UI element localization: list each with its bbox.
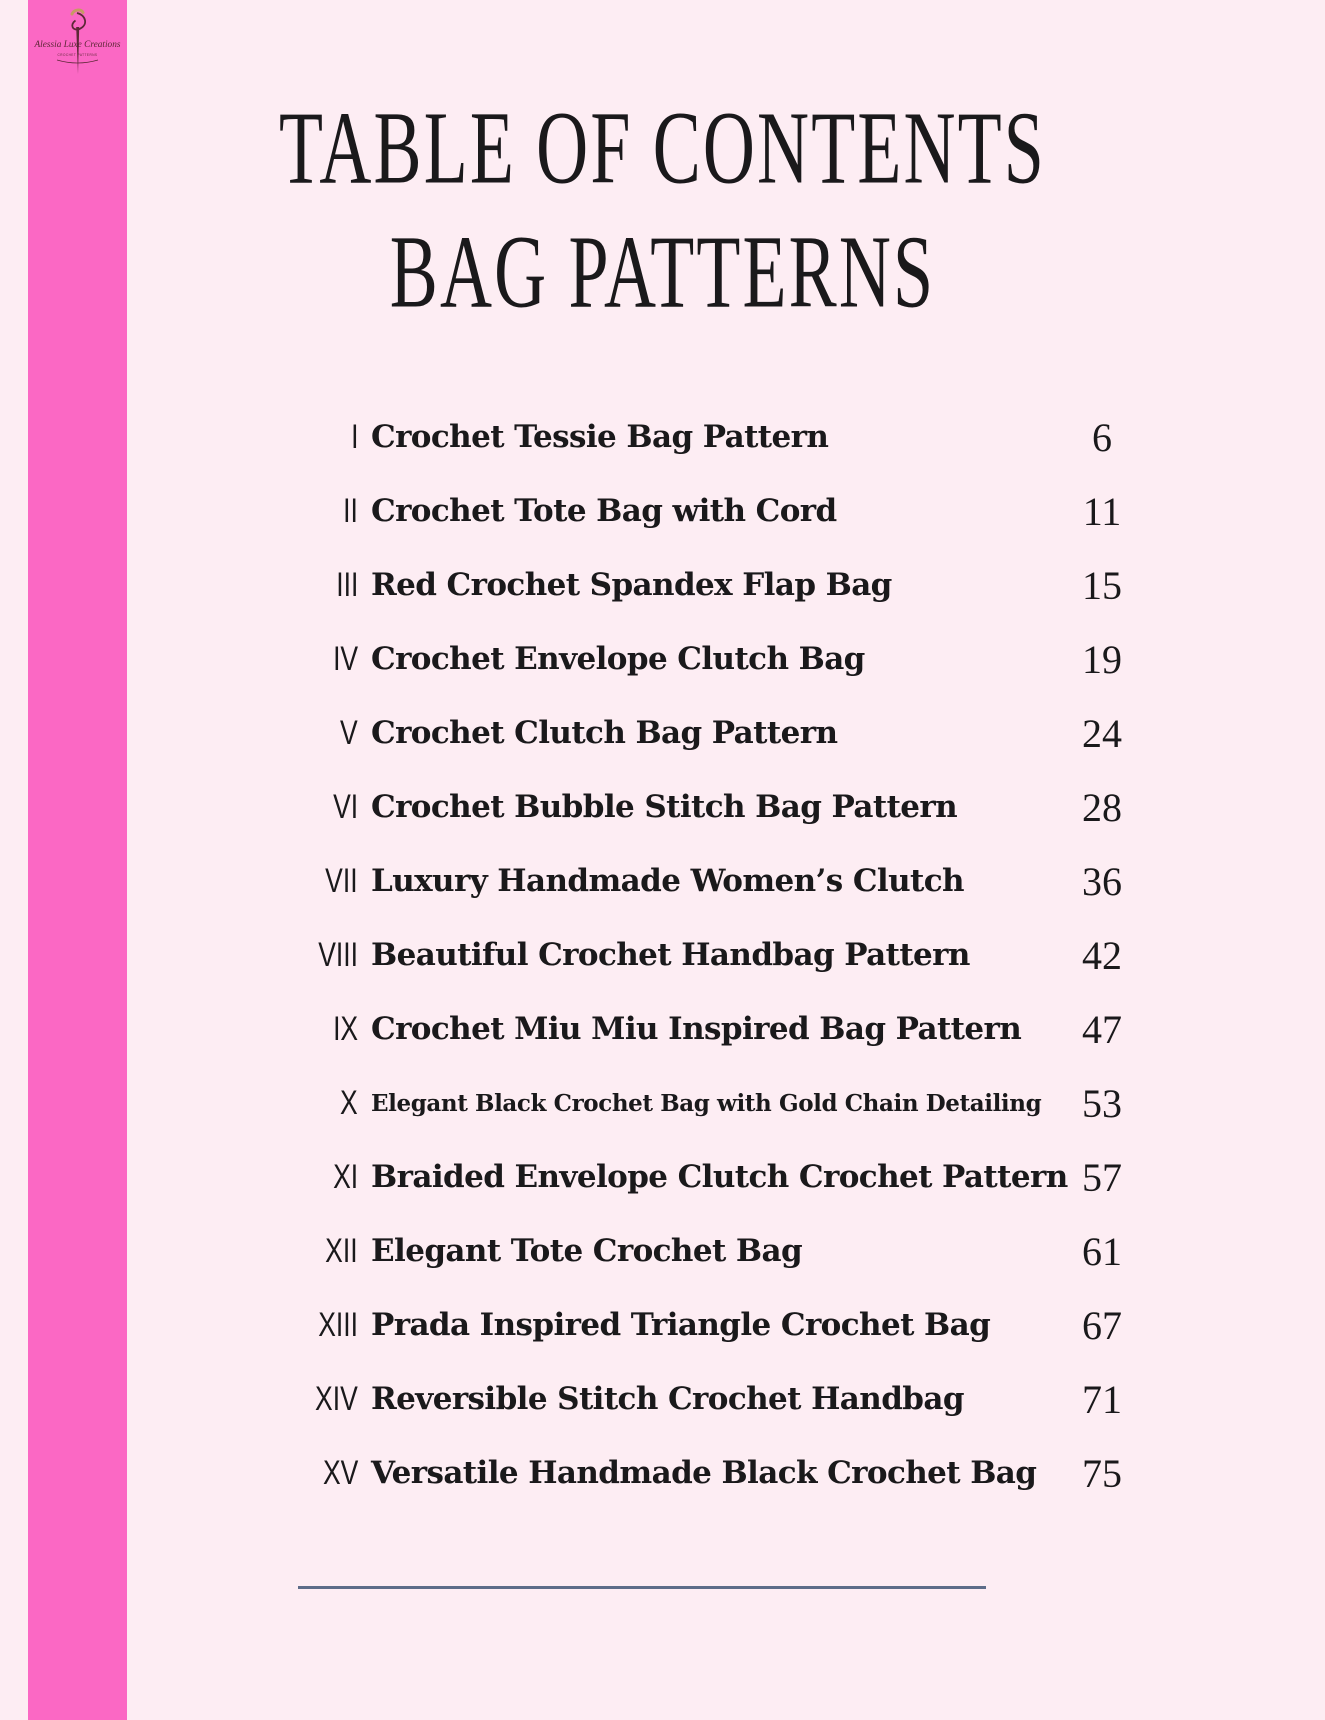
toc-entry[interactable] <box>280 474 1138 548</box>
crochet-hook-icon <box>28 6 127 81</box>
toc-entry-title: Crochet Tote Bag with Cord <box>371 493 837 529</box>
footer-divider <box>298 1586 986 1589</box>
toc-list <box>280 400 1138 1510</box>
toc-entry-title: Braided Envelope Clutch Crochet Pattern <box>371 1159 1068 1195</box>
toc-entry[interactable] <box>280 1362 1138 1436</box>
toc-entry-numeral: V <box>340 713 358 752</box>
toc-entry-page: 53 <box>1082 1080 1122 1126</box>
toc-entry[interactable] <box>280 1066 1138 1140</box>
logo-brand-text: Alessia Luxe Creations <box>33 40 121 50</box>
toc-entry-numeral: IX <box>332 1009 358 1048</box>
toc-entry-title: Prada Inspired Triangle Crochet Bag <box>371 1307 991 1343</box>
toc-entry-title: Reversible Stitch Crochet Handbag <box>371 1381 964 1417</box>
toc-entry-page: 75 <box>1082 1450 1122 1496</box>
page-title: TABLE OF CONTENTS <box>279 89 1046 206</box>
toc-entry[interactable] <box>280 1214 1138 1288</box>
toc-entry-title: Crochet Bubble Stitch Bag Pattern <box>371 789 958 825</box>
toc-entry-page: 47 <box>1082 1006 1122 1052</box>
toc-entry-title: Crochet Miu Miu Inspired Bag Pattern <box>371 1011 1022 1047</box>
toc-entry-page: 71 <box>1082 1376 1122 1422</box>
toc-entry-title: Versatile Handmade Black Crochet Bag <box>371 1455 1037 1491</box>
left-accent-stripe <box>28 0 127 1720</box>
toc-entry[interactable] <box>280 622 1138 696</box>
toc-entry-numeral: VI <box>332 787 358 826</box>
toc-entry-numeral: II <box>343 491 358 530</box>
toc-entry-numeral: XIV <box>315 1379 358 1418</box>
toc-entry-numeral: VIII <box>318 935 358 974</box>
toc-entry-page: 6 <box>1092 414 1112 460</box>
toc-entry[interactable] <box>280 696 1138 770</box>
toc-entry-page: 24 <box>1082 710 1122 756</box>
toc-entry[interactable] <box>280 1436 1138 1510</box>
toc-entry-page: 19 <box>1082 636 1122 682</box>
toc-entry[interactable] <box>280 992 1138 1066</box>
toc-entry-numeral: XI <box>332 1157 358 1196</box>
toc-entry-title: Crochet Envelope Clutch Bag <box>371 641 865 677</box>
toc-entry-title: Elegant Black Crochet Bag with Gold Chain Detailing <box>371 1089 1042 1117</box>
toc-entry-numeral: XII <box>325 1231 358 1270</box>
toc-entry[interactable] <box>280 1140 1138 1214</box>
toc-entry-numeral: X <box>340 1083 358 1122</box>
toc-entry-page: 28 <box>1082 784 1122 830</box>
toc-entry-title: Crochet Tessie Bag Pattern <box>371 419 829 455</box>
toc-entry-page: 11 <box>1082 488 1122 534</box>
toc-entry-page: 36 <box>1082 858 1122 904</box>
toc-entry-title: Beautiful Crochet Handbag Pattern <box>371 937 970 973</box>
toc-entry-page: 67 <box>1082 1302 1122 1348</box>
toc-entry-title: Elegant Tote Crochet Bag <box>371 1233 803 1269</box>
toc-entry-title: Luxury Handmade Women’s Clutch <box>371 863 964 899</box>
toc-entry-page: 61 <box>1082 1228 1122 1274</box>
toc-entry[interactable] <box>280 400 1138 474</box>
toc-entry-numeral: VII <box>325 861 358 900</box>
toc-entry[interactable] <box>280 918 1138 992</box>
page-subtitle: BAG PATTERNS <box>389 213 936 330</box>
toc-entry-page: 15 <box>1082 562 1122 608</box>
toc-entry-page: 42 <box>1082 932 1122 978</box>
toc-entry-title: Crochet Clutch Bag Pattern <box>371 715 838 751</box>
toc-entry-numeral: XV <box>322 1453 358 1492</box>
toc-entry-numeral: III <box>335 565 358 604</box>
toc-entry-page: 57 <box>1082 1154 1122 1200</box>
toc-entry-title: Red Crochet Spandex Flap Bag <box>371 567 892 603</box>
toc-entry[interactable] <box>280 770 1138 844</box>
brand-logo <box>28 6 127 81</box>
toc-entry-numeral: XIII <box>318 1305 358 1344</box>
toc-entry[interactable] <box>280 844 1138 918</box>
logo-tagline-text: CROCHET PATTERNS <box>57 52 98 57</box>
toc-entry-numeral: I <box>350 417 358 456</box>
toc-entry-numeral: IV <box>332 639 358 678</box>
toc-entry[interactable] <box>280 1288 1138 1362</box>
toc-entry[interactable] <box>280 548 1138 622</box>
